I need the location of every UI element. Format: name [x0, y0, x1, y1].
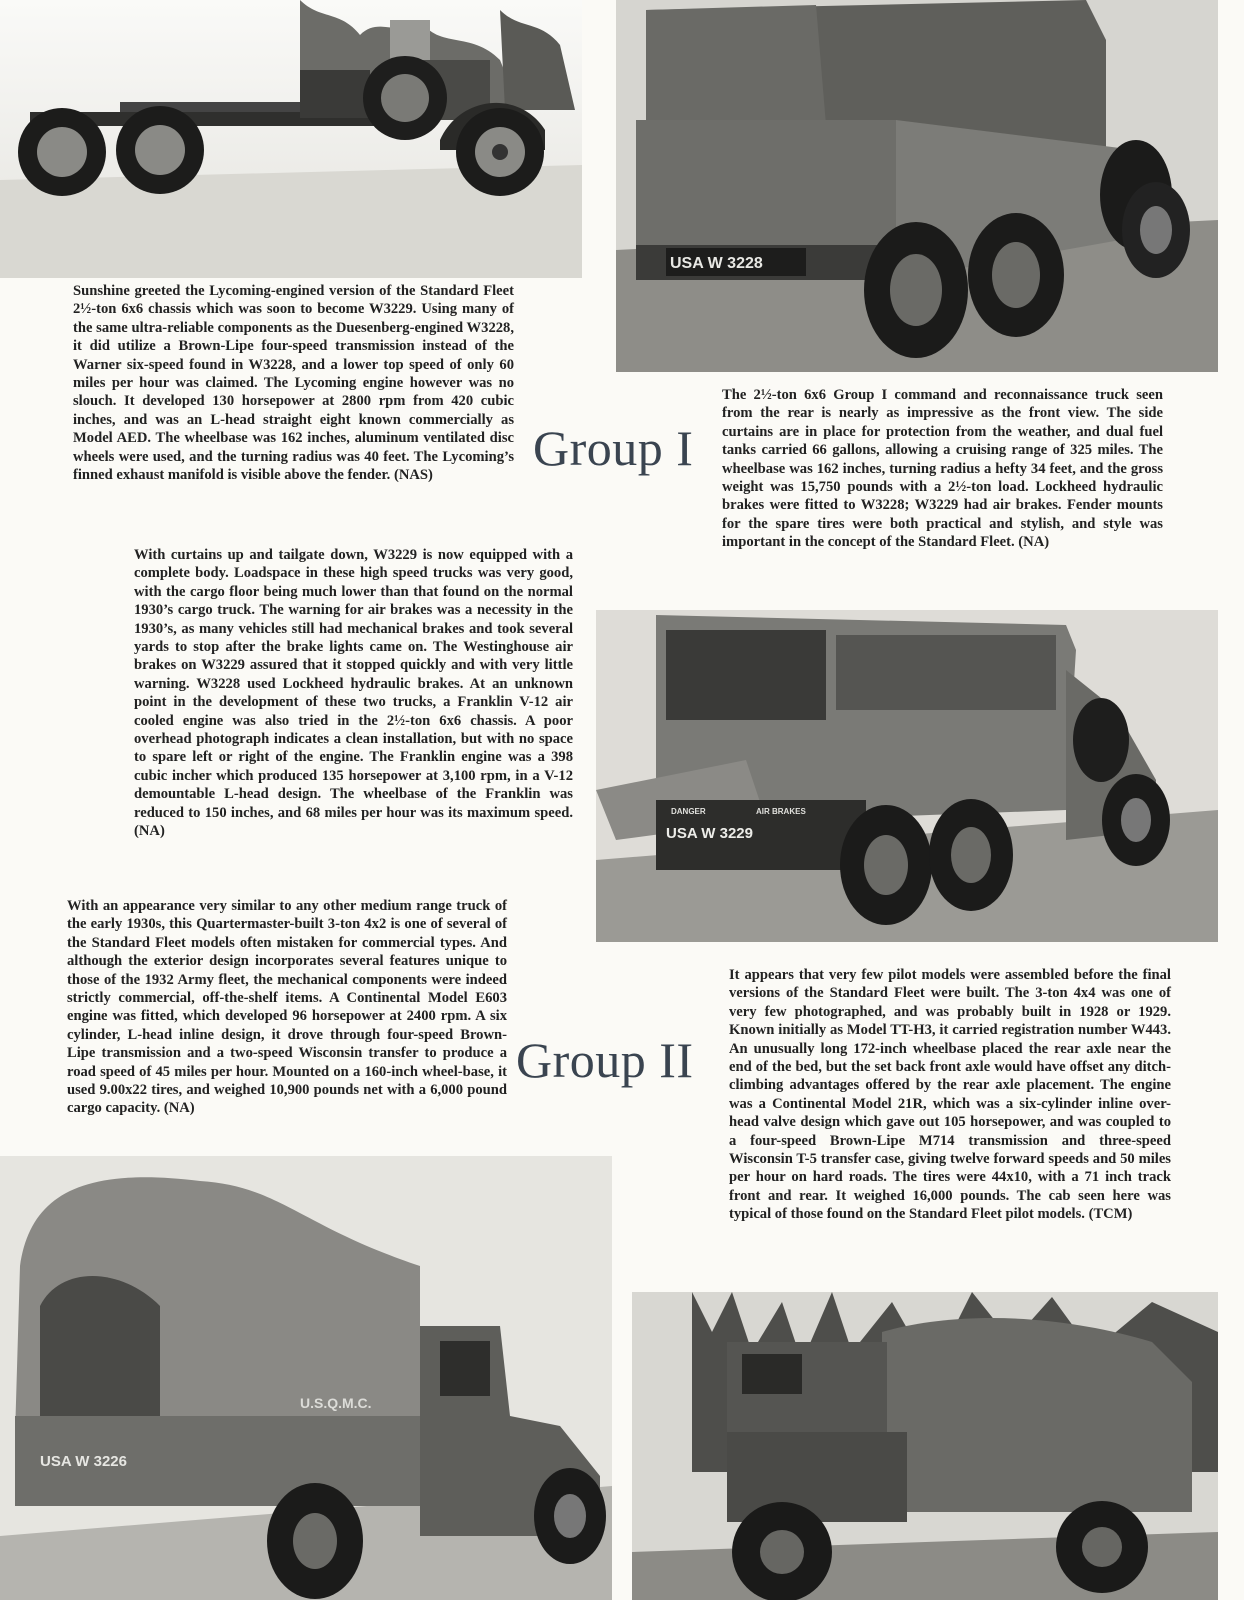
- photo-lycoming-chassis: [0, 0, 582, 278]
- marking-danger: DANGER: [671, 807, 706, 816]
- heading-group-2: Group II: [516, 1032, 694, 1088]
- heading-group-1: Group I: [533, 420, 694, 476]
- caption-qm-3ton-4x2: With an appearance very similar to any other medium range truck of the early 1930s, this Quartermaster-built 3-ton 4x2 is one of several of the Standard Fleet models often mistaken for commercial types. And although the exterior design incorporates several features unique to those of the 1932 Army fleet, the mechanical components were indeed strictly commercial, off-the-shelf items. A Continental Model E603 engine was fitted, which developed 96 horsepower at 2400 rpm. A six cylinder, L-head inline design, it drove through four-speed Brown-Lipe transmission and a two-speed Wisconsin transfer to produce a road speed of 45 miles per hour. Mounted on a 160-inch wheel-base, it used 9.00x22 tires, and weighed 10,900 pounds net with a 6,000 pound cargo capacity. (NA): [67, 898, 507, 1117]
- plate-w3229: USA W 3229: [666, 825, 753, 842]
- plate-w3226: USA W 3226: [40, 1453, 127, 1470]
- photo-group1-rear: [616, 0, 1218, 372]
- photo-qm-3ton-4x2: [0, 1156, 612, 1600]
- caption-pilot-3ton-4x4: It appears that very few pilot models were assembled before the final versions of the Standard Fleet were built. The 3-ton 4x4 was one of very few photographed, and was probably built in 1928 or 1929. Known initially as Model TT-H3, it carried registration number W443. An unusually long 172-inch wheelbase placed the rear axle near the end of the bed, but the set back front axle would have offset any ditch-climbing advantages offered by the rear axle placement. The engine was a Continental Model 21R, which was a six-cylinder inline over-head valve design which gave out 105 horsepower, and was coupled to a four-speed Brown-Lipe M714 transmission and three-speed Wisconsin T-5 transfer case, giving twelve forward speeds and 50 miles per hour on hard roads. The tires were 44x10, with a 71 inch track front and rear. It weighed 16,000 pounds. The cab seen here was typical of those found on the Standard Fleet pilot models. (TCM): [729, 967, 1171, 1223]
- photo-pilot-3ton-4x4: [632, 1292, 1218, 1600]
- marking-air-brakes: AIR BRAKES: [756, 807, 806, 816]
- caption-group1-rear: The 2½-ton 6x6 Group I command and reconnaissance truck seen from the rear is nearly as impressive as the front view. The side curtains are in place for protection from the weather, and dual fuel tanks carried 66 gallons, allowing a cruising range of 325 miles. The wheelbase was 162 inches, turning radius a hefty 34 feet, and the gross weight was 15,750 pounds with a 2½-ton load. Lockheed hydraulic brakes were fitted to W3228; W3229 had air brakes. Fender mounts for the spare tires were both practical and stylish, and style was important in the concept of the Standard Fleet. (NA): [722, 387, 1163, 551]
- caption-lycoming-chassis: Sunshine greeted the Lycoming-engined version of the Standard Fleet 2½-ton 6x6 chassis which was soon to become W3229. Using many of the same ultra-reliable components as the Duesenberg-engined W3228, it did utilize a Brown-Lipe four-speed transmission instead of the Warner six-speed found in W3228, and a lower top speed of only 60 miles per hour was claimed. The Lycoming engine however was no slouch. It developed 130 horsepower at 2800 rpm from 420 cubic inches, and was an L-head straight eight known commercially as Model AED. The wheelbase was 162 inches, aluminum ventilated disc wheels were used, and the turning radius was 40 feet. The Lycoming’s finned exhaust manifold is visible above the fender. (NAS): [73, 283, 514, 484]
- plate-w3228: USA W 3228: [670, 255, 763, 272]
- photo-w3229-body: [596, 610, 1218, 942]
- caption-w3229-body: With curtains up and tailgate down, W3229 is now equipped with a complete body. Loadspace in these high speed trucks was very good, with the cargo floor being much lower than that found on the normal 1930’s cargo truck. The warning for air brakes was a necessity in the 1930’s, as many vehicles still had mechanical brakes and took several yards to stop after the brake lights came on. The Westinghouse air brakes on W3229 assured that it stopped quickly and with very little warning. W3228 used Lockheed hydraulic brakes. At an unknown point in the development of these two trucks, a Franklin V-12 air cooled engine was also tried in the 2½-ton 6x6 chassis. A poor overhead photograph indicates a clean installation, but with no space to spare left or right of the engine. The Franklin engine was a 398 cubic incher which produced 135 horsepower at 3,100 rpm, in a V-12 demountable L-head design. The wheelbase of the Franklin was reduced to 150 inches, and 68 miles per hour was its maximum speed. (NA): [134, 547, 573, 840]
- marking-usqmc: U.S.Q.M.C.: [300, 1395, 372, 1411]
